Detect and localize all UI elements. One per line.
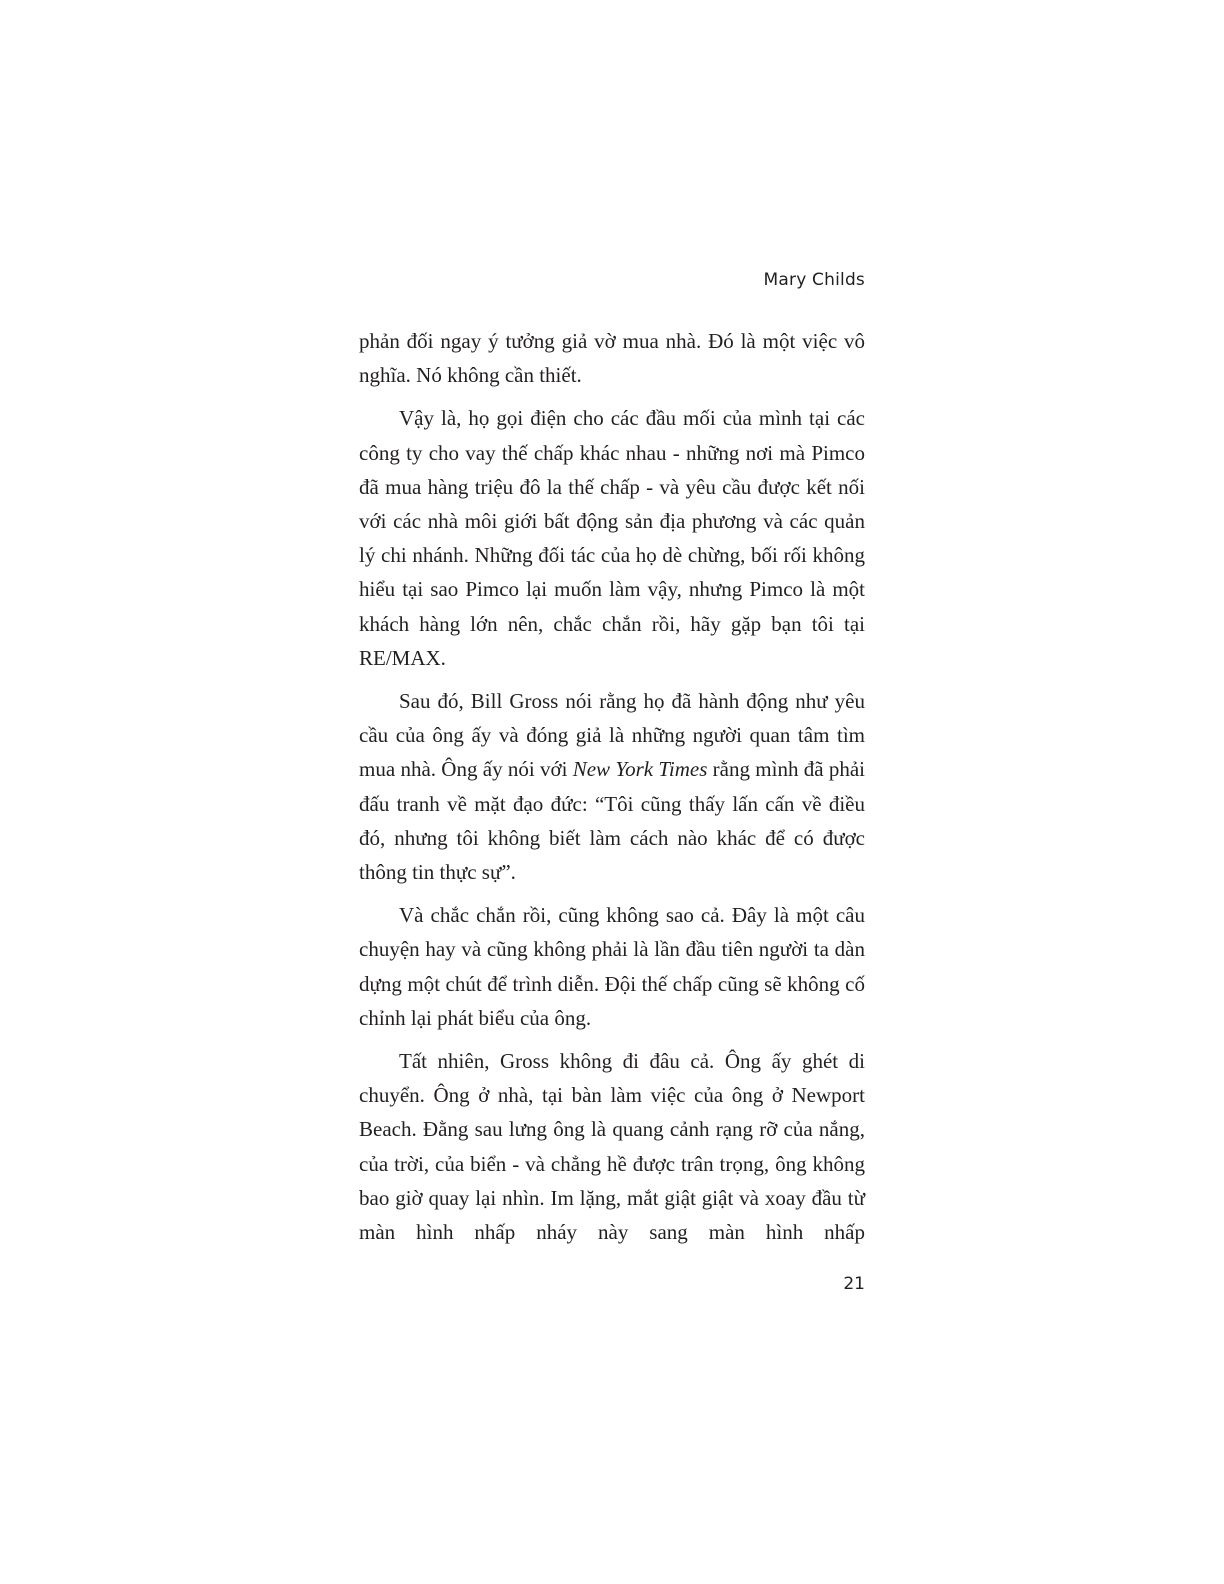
paragraph-5: Tất nhiên, Gross không đi đâu cả. Ông ấy ghét di chuyển. Ông ở nhà, tại bàn làm việc của ông ở Newport Beach. Đằng sau lưng ông là quang cảnh rạng rỡ của nắng, của trời, của biển - và chẳng hề được trân trọng, ông không bao giờ quay lại nhìn. Im lặng, mắt giật giật và xoay đầu từ màn hình nhấp nháy này sang màn hình nhấp [359, 1049, 865, 1245]
paragraph-3 [359, 684, 865, 889]
running-head-author: Mary Childs [763, 270, 865, 290]
paragraph-3-after: rằng mình đã phải đấu tranh về mặt đạo đức: “Tôi cũng thấy lấn cấn về điều đó, nhưng tôi không biết làm cách nào khác để có được thông tin thực sự”. [359, 757, 865, 885]
page-number: 21 [843, 1274, 865, 1294]
paragraph-1: phản đối ngay ý tưởng giả vờ mua nhà. Đó là một việc vô nghĩa. Nó không cần thiết. [359, 329, 865, 388]
body-text [359, 324, 865, 1249]
newspaper-title: New York Times [572, 757, 708, 782]
paragraph-3-before: Sau đó, Bill Gross nói rằng họ đã hành động như yêu cầu của ông ấy và đóng giả là những người quan tâm tìm mua nhà. Ông ấy nói với [359, 689, 865, 782]
paragraph-4: Và chắc chắn rồi, cũng không sao cả. Đây là một câu chuyện hay và cũng không phải là lần đầu tiên người ta dàn dựng một chút để trình diễn. Đội thế chấp cũng sẽ không cố chỉnh lại phát biểu của ông. [359, 903, 865, 1030]
paragraph-2: Vậy là, họ gọi điện cho các đầu mối của mình tại các công ty cho vay thế chấp khác nhau - những nơi mà Pimco đã mua hàng triệu đô la thế chấp - và yêu cầu được kết nối với các nhà môi giới bất động sản địa phương và các quản lý chi nhánh. Những đối tác của họ dè chừng, bối rối không hiểu tại sao Pimco lại muốn làm vậy, nhưng Pimco là một khách hàng lớn nên, chắc chắn rồi, hãy gặp bạn tôi tại RE/MAX. [359, 406, 865, 670]
